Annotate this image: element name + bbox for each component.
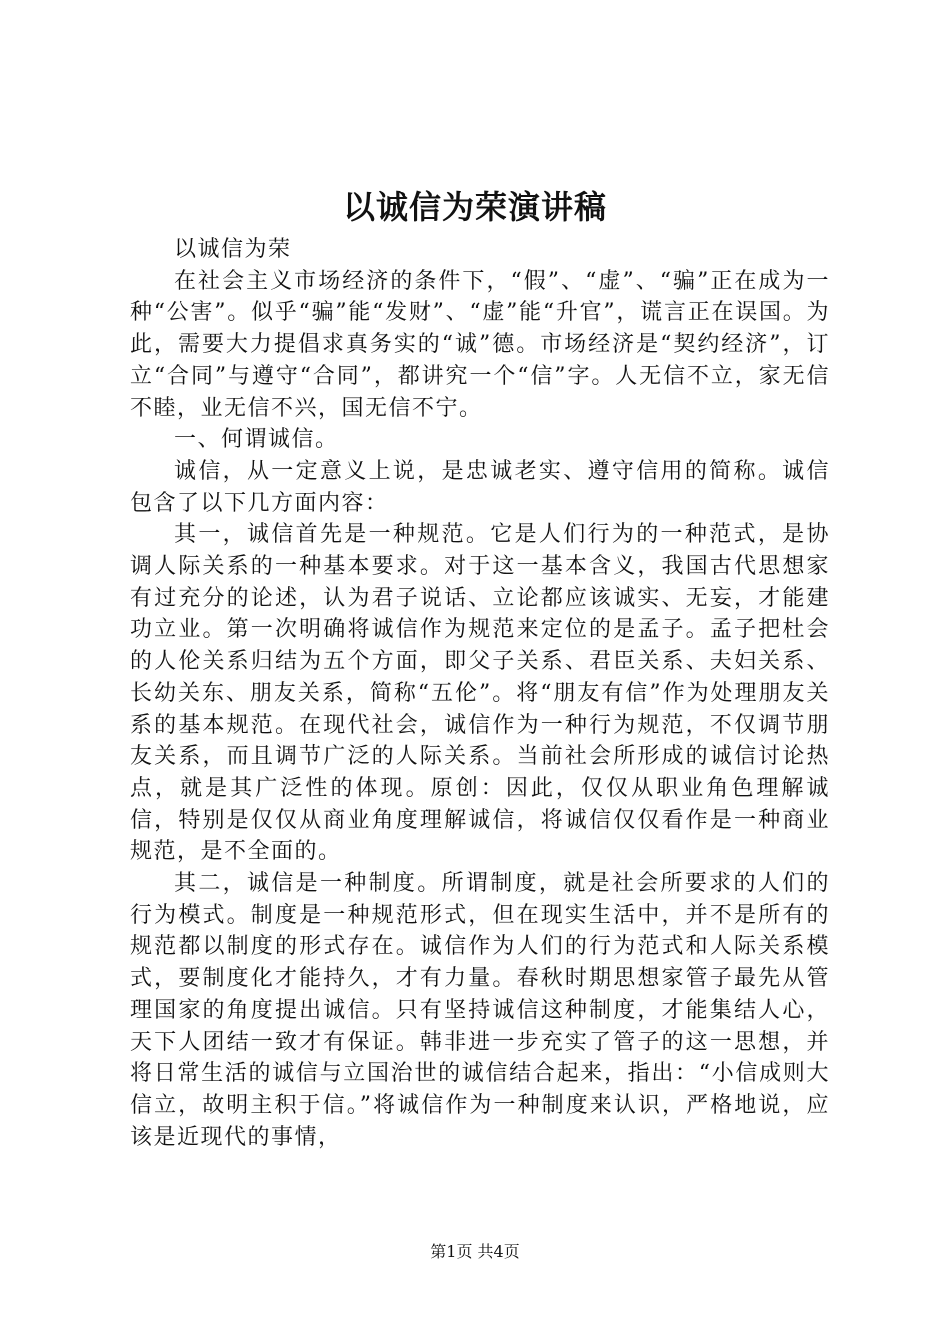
paragraph-definition: 诚信，从一定意义上说，是忠诚老实、遵守信用的简称。诚信包含了以下几方面内容：: [130, 458, 830, 516]
document-title: 以诚信为荣演讲稿: [342, 188, 607, 226]
paragraph-point-two: 其二，诚信是一种制度。所谓制度，就是社会所要求的人们的行为模式。制度是一种规范形式，但在现实生活中，并不是所有的规范都以制度的形式存在。诚信作为人们的行为范式和人际关系模式，要制度化才能持久，才有力量。春秋时期思想家管子最先从管理国家的角度提出诚信。只有坚持诚信这种制度，才能集结人心，天下人团结一致才有保证。韩非进一步充实了管子的这一思想，并将日常生活的诚信与立国治世的诚信结合起来，指出：“小信成则大信立，故明主积于信。”将诚信作为一种制度来认识，严格地说，应该是近现代的事情，: [130, 871, 830, 1150]
section-heading: 一、何谓诚信。: [174, 427, 339, 453]
paragraph-subtitle: 以诚信为荣: [174, 237, 292, 262]
paragraph-point-one: 其一，诚信首先是一种规范。它是人们行为的一种范式，是协调人际关系的一种基本要求。对于这一基本含义，我国古代思想家有过充分的论述，认为君子说话、立论都应该诚实、无妄，才能建功立业。第一次明确将诚信作为规范来定位的是孟子。孟子把杜会的人伦关系归结为五个方面，即父子关系、君臣关系、夫妇关系、长幼关东、朋友关系，简称“五伦”。将“朋友有信”作为处理朋友关系的基本规范。在现代社会，诚信作为一种行为规范，不仅调节朋友关系，而且调节广泛的人际关系。当前社会所形成的诚信讨论热点，就是其广泛性的体现。原创：因此，仅仅从职业角色理解诚信，特别是仅仅从商业角度理解诚信，将诚信仅仅看作是一种商业规范，是不全面的。: [130, 522, 830, 865]
document-body: [130, 234, 830, 1153]
paragraph-intro: 在社会主义市场经济的条件下，“假”、“虚”、“骗”正在成为一种“公害”。似乎“骗”能“发财”、“虚”能“升官”，谎言正在误国。为此，需要大力提倡求真务实的“诚”德。市场经济是“契约经济”，订立“合同”与遵守“合同”，都讲究一个“信”字。人无信不立，家无信不睦，业无信不兴，国无信不宁。: [130, 268, 830, 421]
page-number-footer: 第1页 共4页: [430, 1242, 520, 1261]
